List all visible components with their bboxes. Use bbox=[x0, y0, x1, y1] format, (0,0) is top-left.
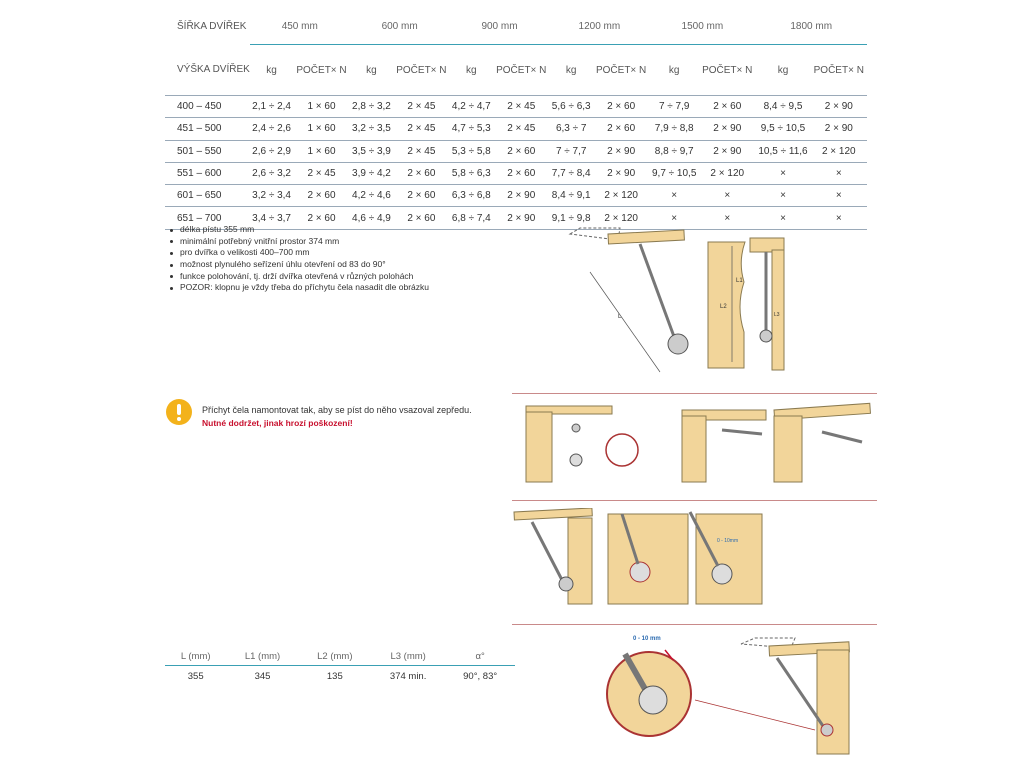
row-height-label: 551 – 600 bbox=[165, 162, 250, 184]
kg-header: kg bbox=[266, 64, 277, 76]
cell-kg: × bbox=[649, 185, 699, 207]
cell-kg: 7 ÷ 7,9 bbox=[649, 96, 699, 118]
adjust-range-small-label: 0 - 10mm bbox=[717, 538, 739, 544]
cell-kg: × bbox=[755, 207, 810, 229]
cell-count: 2 × 60 bbox=[593, 96, 649, 118]
cell-kg: × bbox=[649, 207, 699, 229]
dimensions-table bbox=[165, 648, 515, 686]
cell-kg: 2,4 ÷ 2,6 bbox=[250, 118, 294, 140]
cell-count: 2 × 90 bbox=[593, 162, 649, 184]
cell-kg: 8,4 ÷ 9,1 bbox=[549, 185, 593, 207]
table-row bbox=[165, 162, 867, 184]
cell-kg: 2,6 ÷ 3,2 bbox=[250, 162, 294, 184]
cell-kg: 8,8 ÷ 9,7 bbox=[649, 140, 699, 162]
kg-header: kg bbox=[466, 64, 477, 76]
list-item: minimální potřebný vnitřní prostor 374 mm bbox=[168, 236, 429, 248]
cell-count: × bbox=[811, 162, 867, 184]
cell-kg: 4,7 ÷ 5,3 bbox=[450, 118, 494, 140]
cell-count: 1 × 60 bbox=[293, 96, 349, 118]
dim-value: 355 bbox=[187, 670, 204, 682]
cell-kg: × bbox=[755, 162, 810, 184]
cell-count: 2 × 45 bbox=[493, 118, 549, 140]
kg-header: kg bbox=[565, 64, 577, 76]
dim-header: L2 (mm) bbox=[299, 648, 371, 666]
cell-kg: 3,4 ÷ 3,7 bbox=[250, 207, 294, 229]
dim-value: 345 bbox=[254, 670, 271, 682]
cell-count: 2 × 60 bbox=[393, 162, 449, 184]
list-item: možnost plynulého seřízení úhlu otevření od 83 do 90° bbox=[168, 259, 429, 271]
cell-count: 2 × 90 bbox=[699, 118, 755, 140]
cell-kg: 6,8 ÷ 7,4 bbox=[450, 207, 494, 229]
cell-kg: 4,6 ÷ 4,9 bbox=[350, 207, 394, 229]
count-header: POČET× N bbox=[296, 64, 347, 76]
dim-header: L3 (mm) bbox=[371, 648, 445, 666]
table-row bbox=[165, 118, 867, 140]
cell-count: 1 × 60 bbox=[293, 140, 349, 162]
cell-count: 2 × 45 bbox=[393, 96, 449, 118]
table-row bbox=[165, 96, 867, 118]
cell-count: 2 × 90 bbox=[699, 140, 755, 162]
dim-value: 135 bbox=[326, 670, 343, 682]
dim-value: 374 min. bbox=[389, 670, 427, 682]
cell-kg: 5,6 ÷ 6,3 bbox=[549, 96, 593, 118]
cell-kg: 2,6 ÷ 2,9 bbox=[250, 140, 294, 162]
adjustment-detail-drawing bbox=[605, 630, 855, 760]
list-item: pro dvířka o velikosti 400–700 mm bbox=[168, 247, 429, 259]
cell-kg: 8,4 ÷ 9,5 bbox=[755, 96, 810, 118]
cell-count: 2 × 90 bbox=[493, 185, 549, 207]
count-header: POČET× N bbox=[396, 64, 447, 76]
cell-kg: 7 ÷ 7,7 bbox=[549, 140, 593, 162]
cell-count: 2 × 45 bbox=[493, 96, 549, 118]
cell-count: × bbox=[811, 207, 867, 229]
warning-text: Příchyt čela namontovat tak, aby se píst do něho vsazoval zepředu. bbox=[202, 405, 472, 415]
kg-header: kg bbox=[777, 64, 789, 76]
cell-kg: 7,9 ÷ 8,8 bbox=[649, 118, 699, 140]
cell-kg: 3,9 ÷ 4,2 bbox=[350, 162, 394, 184]
cell-kg: 9,5 ÷ 10,5 bbox=[755, 118, 810, 140]
cell-count: 2 × 90 bbox=[811, 96, 867, 118]
cell-count: × bbox=[811, 185, 867, 207]
divider bbox=[512, 393, 877, 394]
cell-count: × bbox=[699, 185, 755, 207]
cell-count: 1 × 60 bbox=[293, 118, 349, 140]
count-header: POČET× N bbox=[595, 64, 647, 76]
divider bbox=[512, 500, 877, 501]
cell-kg: 5,8 ÷ 6,3 bbox=[450, 162, 494, 184]
label-L: L bbox=[618, 314, 622, 320]
cell-kg: × bbox=[755, 185, 810, 207]
cell-count: 2 × 60 bbox=[493, 162, 549, 184]
cell-count: 2 × 120 bbox=[593, 207, 649, 229]
dim-header: α° bbox=[445, 648, 515, 666]
width-header: 600 mm bbox=[350, 8, 450, 45]
table-row bbox=[165, 666, 515, 687]
side-view-drawing bbox=[746, 236, 788, 372]
cell-count: 2 × 90 bbox=[811, 118, 867, 140]
kg-header: kg bbox=[668, 64, 680, 76]
row-height-label: 601 – 650 bbox=[165, 185, 250, 207]
count-header: POČET× N bbox=[496, 64, 547, 76]
list-item: funkce polohování, tj. drží dvířka otevřená v různých polohách bbox=[168, 271, 429, 283]
warning-alert-text: Nutné dodržet, jinak hrozí poškození! bbox=[202, 418, 353, 428]
adjust-range-label: 0 - 10 mm bbox=[633, 636, 661, 642]
label-L1: L1 bbox=[736, 278, 743, 284]
cell-count: × bbox=[699, 207, 755, 229]
cell-kg: 6,3 ÷ 7 bbox=[549, 118, 593, 140]
dim-header: L1 (mm) bbox=[226, 648, 298, 666]
cell-kg: 6,3 ÷ 6,8 bbox=[450, 185, 494, 207]
feature-list bbox=[168, 224, 429, 294]
cell-count: 2 × 60 bbox=[699, 96, 755, 118]
list-item: délka pístu 355 mm bbox=[168, 224, 429, 236]
cell-kg: 4,2 ÷ 4,7 bbox=[450, 96, 494, 118]
cell-count: 2 × 90 bbox=[493, 207, 549, 229]
cell-kg: 4,2 ÷ 4,6 bbox=[350, 185, 394, 207]
cell-kg: 2,8 ÷ 3,2 bbox=[350, 96, 394, 118]
cell-count: 2 × 60 bbox=[593, 118, 649, 140]
cell-kg: 10,5 ÷ 11,6 bbox=[755, 140, 810, 162]
width-header: 1800 mm bbox=[755, 8, 867, 45]
cell-count: 2 × 60 bbox=[393, 185, 449, 207]
row-header-width: ŠÍŘKA DVÍŘEK bbox=[177, 20, 247, 32]
cell-count: 2 × 60 bbox=[293, 207, 349, 229]
row-height-label: 400 – 450 bbox=[165, 96, 250, 118]
dim-header: L (mm) bbox=[165, 648, 226, 666]
cell-kg: 3,5 ÷ 3,9 bbox=[350, 140, 394, 162]
cell-kg: 9,7 ÷ 10,5 bbox=[649, 162, 699, 184]
warning-icon bbox=[166, 399, 192, 425]
table-row bbox=[165, 185, 867, 207]
cell-count: 2 × 60 bbox=[393, 207, 449, 229]
cell-count: 2 × 120 bbox=[699, 162, 755, 184]
cell-kg: 2,1 ÷ 2,4 bbox=[250, 96, 294, 118]
row-height-label: 651 – 700 bbox=[165, 207, 250, 229]
width-header: 1500 mm bbox=[649, 8, 755, 45]
table-row bbox=[165, 140, 867, 162]
cell-kg: 7,7 ÷ 8,4 bbox=[549, 162, 593, 184]
cell-count: 2 × 60 bbox=[293, 185, 349, 207]
count-header: POČET× N bbox=[813, 64, 864, 76]
width-header: 900 mm bbox=[450, 8, 550, 45]
kg-header: kg bbox=[366, 64, 377, 76]
row-header-height: VÝŠKA DVÍŘEK bbox=[177, 64, 250, 76]
dim-value: 90°, 83° bbox=[463, 670, 498, 682]
cell-count: 2 × 45 bbox=[293, 162, 349, 184]
cell-count: 2 × 60 bbox=[493, 140, 549, 162]
cell-count: 2 × 120 bbox=[811, 140, 867, 162]
cell-count: 2 × 120 bbox=[593, 185, 649, 207]
installation-steps-row-2 bbox=[512, 508, 767, 608]
row-height-label: 451 – 500 bbox=[165, 118, 250, 140]
cell-kg: 3,2 ÷ 3,5 bbox=[350, 118, 394, 140]
cell-kg: 9,1 ÷ 9,8 bbox=[549, 207, 593, 229]
installation-steps-row-1 bbox=[522, 402, 877, 492]
cell-kg: 3,2 ÷ 3,4 bbox=[250, 185, 294, 207]
cell-count: 2 × 90 bbox=[593, 140, 649, 162]
cell-count: 2 × 45 bbox=[393, 118, 449, 140]
divider bbox=[512, 624, 877, 625]
width-header: 450 mm bbox=[250, 8, 350, 45]
cell-count: 2 × 45 bbox=[393, 140, 449, 162]
row-height-label: 501 – 550 bbox=[165, 140, 250, 162]
list-item: POZOR: klopnu je vždy třeba do příchytu čela nasadit dle obrázku bbox=[168, 282, 429, 294]
lift-capacity-table bbox=[165, 8, 867, 230]
width-header: 1200 mm bbox=[549, 8, 649, 45]
cell-kg: 5,3 ÷ 5,8 bbox=[450, 140, 494, 162]
count-header: POČET× N bbox=[702, 64, 753, 76]
label-L3: L3 bbox=[774, 312, 780, 318]
label-L2: L2 bbox=[720, 304, 727, 310]
